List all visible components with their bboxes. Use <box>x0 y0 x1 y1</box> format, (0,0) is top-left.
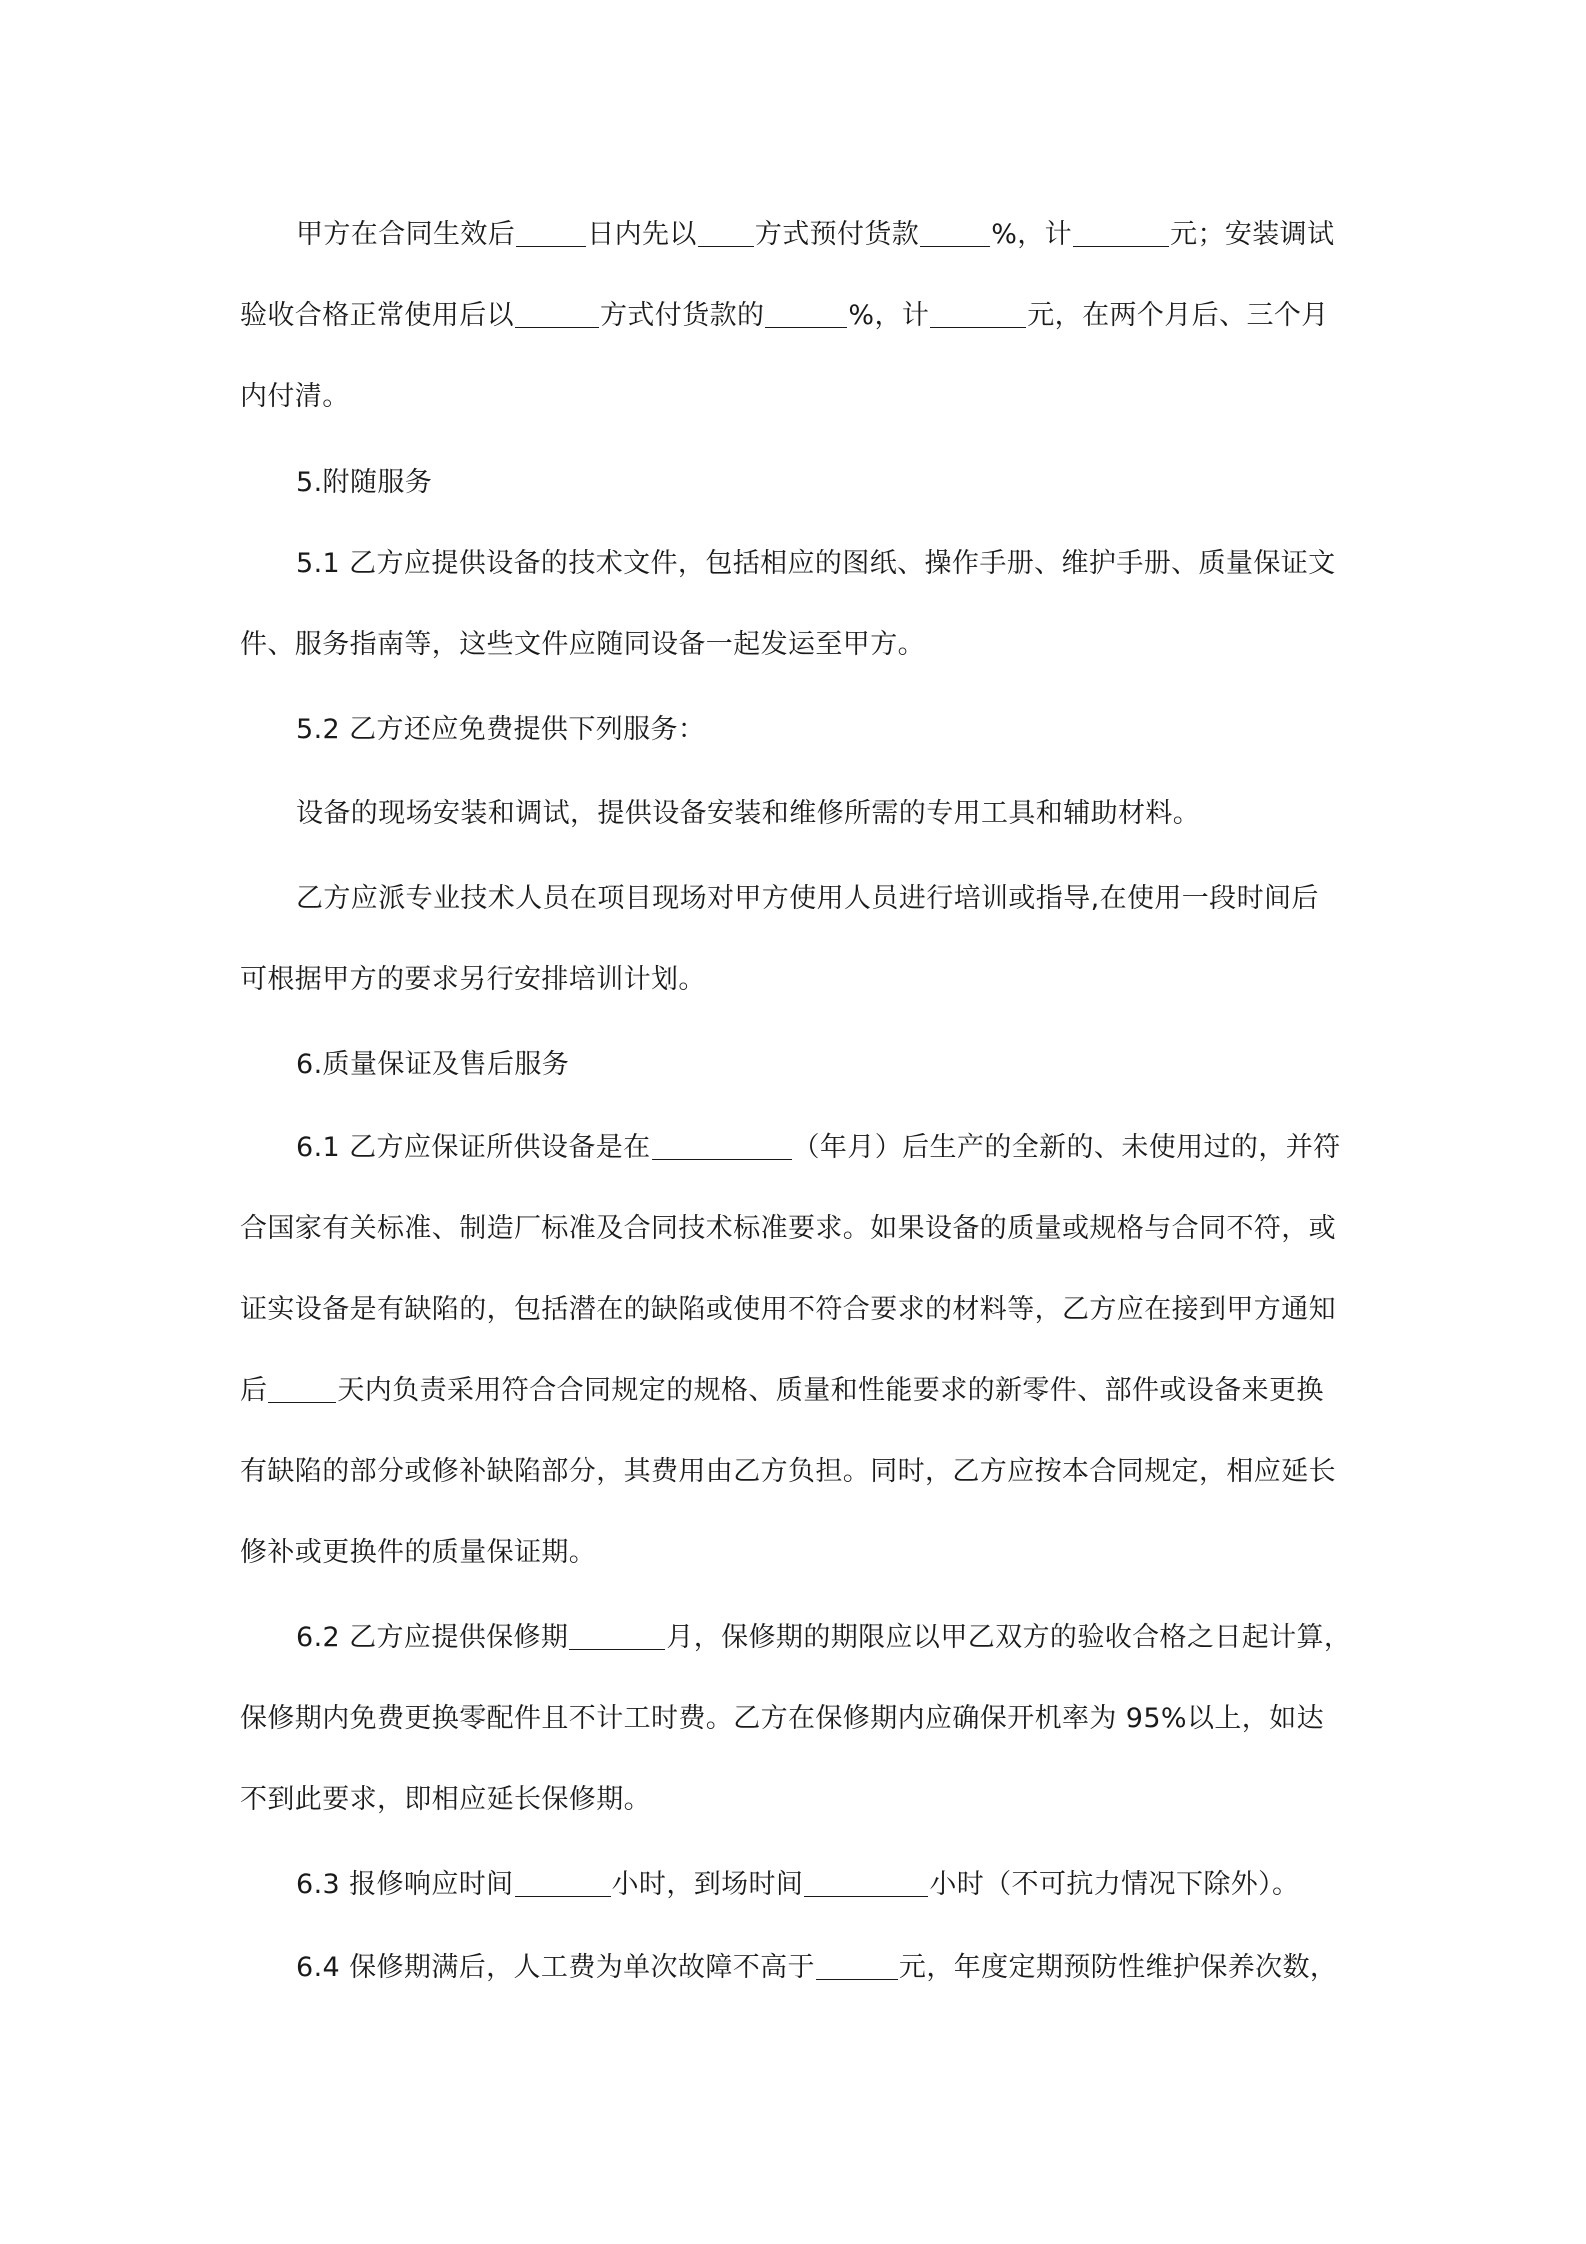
blank-amount[interactable] <box>1073 216 1169 247</box>
text: 方式付货款的 <box>600 300 765 331</box>
section-6-1-line-5: 有缺陷的部分或修补缺陷部分，其费用由乙方负担。同时，乙方应按本合同规定，相应延长 <box>240 1456 1336 1487</box>
blank-method[interactable] <box>698 216 754 247</box>
text: %，计 <box>991 219 1073 250</box>
text: 方式预付货款 <box>754 219 920 250</box>
section-6-4 <box>296 1948 1337 1988</box>
text: 6.4 保修期满后，人工费为单次故障不高于 <box>296 1952 815 1983</box>
section-6-heading: 6.质量保证及售后服务 <box>296 1049 570 1080</box>
text: 后 <box>240 1375 268 1406</box>
text: 6.2 乙方应提供保修期 <box>296 1622 569 1653</box>
text: 验收合格正常使用后以 <box>240 300 514 331</box>
section-5-2-b-line-1: 乙方应派专业技术人员在项目现场对甲方使用人员进行培训或指导,在使用一段时间后 <box>296 883 1319 914</box>
text: 6.1 乙方应保证所供设备是在 <box>296 1132 651 1163</box>
text: 日内先以 <box>587 219 697 250</box>
blank-response-hours[interactable] <box>515 1866 611 1897</box>
blank-labor-cost[interactable] <box>816 1949 898 1980</box>
section-5-2: 5.2 乙方还应免费提供下列服务： <box>296 714 706 745</box>
blank-warranty-months[interactable] <box>569 1619 665 1650</box>
section-6-2-line-1 <box>296 1618 1351 1658</box>
section-6-1-line-6: 修补或更换件的质量保证期。 <box>240 1537 597 1568</box>
blank-percent[interactable] <box>920 216 990 247</box>
text: 小时（不可抗力情况下除外）。 <box>929 1869 1300 1900</box>
section-5-1-line-1: 5.1 乙方应提供设备的技术文件，包括相应的图纸、操作手册、维护手册、质量保证文 <box>296 548 1336 579</box>
section-6-2-line-3: 不到此要求，即相应延长保修期。 <box>240 1784 651 1815</box>
blank-amount-2[interactable] <box>930 297 1026 328</box>
text: （年月）后生产的全新的、未使用过的，并符 <box>792 1132 1341 1163</box>
text: 元，年度定期预防性维护保养次数， <box>898 1952 1338 1983</box>
section-6-1-line-2: 合国家有关标准、制造厂标准及合同技术标准要求。如果设备的质量或规格与合同不符，或 <box>240 1213 1336 1244</box>
payment-line-3: 内付清。 <box>240 381 350 412</box>
blank-replace-days[interactable] <box>268 1372 336 1403</box>
blank-method-2[interactable] <box>515 297 599 328</box>
section-5-2-b-line-2: 可根据甲方的要求另行安排培训计划。 <box>240 964 706 995</box>
payment-line-2 <box>240 296 1329 336</box>
text: 小时，到场时间 <box>611 1869 804 1900</box>
payment-line-1 <box>296 215 1334 255</box>
blank-arrival-hours[interactable] <box>804 1866 928 1897</box>
blank-percent-2[interactable] <box>765 297 847 328</box>
blank-production-date[interactable] <box>652 1129 792 1160</box>
section-6-1-line-4 <box>240 1371 1324 1411</box>
text: 甲方在合同生效后 <box>296 219 516 250</box>
section-5-2-a: 设备的现场安装和调试，提供设备安装和维修所需的专用工具和辅助材料。 <box>296 798 1201 829</box>
section-5-1-line-2: 件、服务指南等，这些文件应随同设备一起发运至甲方。 <box>240 629 925 660</box>
section-5-heading: 5.附随服务 <box>296 467 433 498</box>
section-6-1-line-3: 证实设备是有缺陷的，包括潜在的缺陷或使用不符合要求的材料等，乙方应在接到甲方通知 <box>240 1294 1336 1325</box>
section-6-1-line-1 <box>296 1128 1341 1168</box>
blank-days[interactable] <box>516 216 586 247</box>
section-6-2-line-2: 保修期内免费更换零配件且不计工时费。乙方在保修期内应确保开机率为 95%以上，如达 <box>240 1703 1324 1734</box>
section-6-3 <box>296 1865 1299 1905</box>
text: 元，在两个月后、三个月 <box>1027 300 1329 331</box>
text: %，计 <box>848 300 930 331</box>
text: 6.3 报修响应时间 <box>296 1869 514 1900</box>
text: 月，保修期的期限应以甲乙双方的验收合格之日起计算， <box>666 1622 1352 1653</box>
text: 天内负责采用符合合同规定的规格、质量和性能要求的新零件、部件或设备来更换 <box>337 1375 1324 1406</box>
text: 元；安装调试 <box>1170 219 1335 250</box>
